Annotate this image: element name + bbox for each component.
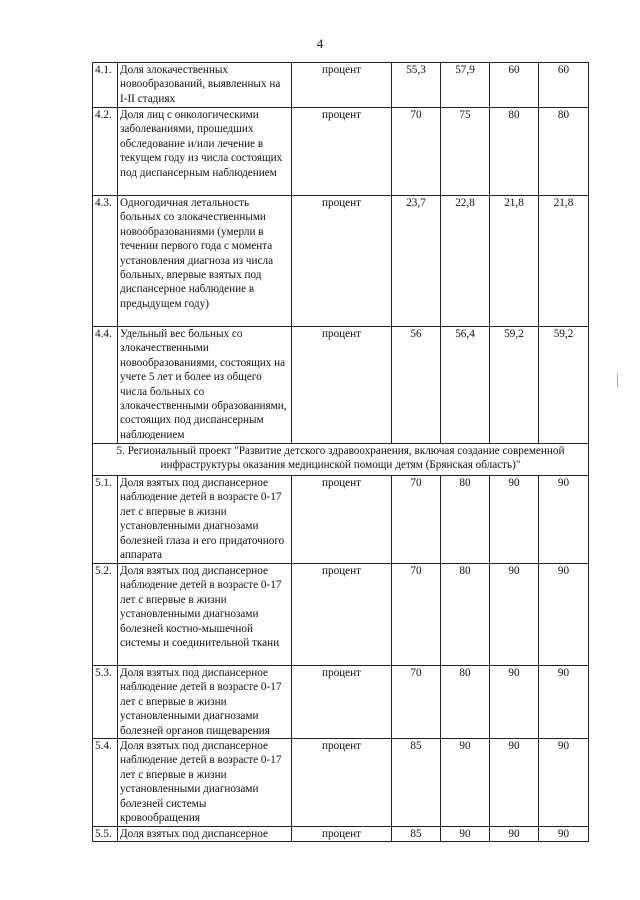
indicator-name: Удельный вес больных со злокачественными новообразованиями, состоящих на учете 5 лет и более из общего числа больных со злокачественными образованиями, состоящих под диспансерным наблюдением <box>118 327 292 444</box>
table-row <box>93 196 589 327</box>
value-year-4: 90 <box>539 827 589 842</box>
table-row <box>93 108 589 196</box>
value-year-2: 75 <box>441 108 490 196</box>
row-number: 5.3. <box>93 666 118 739</box>
row-number: 4.3. <box>93 196 118 327</box>
value-year-3: 90 <box>490 827 539 842</box>
value-year-3: 90 <box>490 666 539 739</box>
value-year-4: 90 <box>539 739 589 827</box>
value-year-4: 90 <box>539 666 589 739</box>
value-year-4: 59,2 <box>539 327 589 444</box>
page-number: 4 <box>316 36 324 51</box>
value-year-1: 70 <box>392 564 441 666</box>
indicator-name: Доля лиц с онкологическими заболеваниями, прошедших обследование и/или лечение в текущем году из числа состоящих под диспансерным наблюдением <box>118 108 292 196</box>
row-number: 4.2. <box>93 108 118 196</box>
section-header-row <box>93 444 589 476</box>
value-year-4: 80 <box>539 108 589 196</box>
value-year-2: 80 <box>441 564 490 666</box>
value-year-2: 56,4 <box>441 327 490 444</box>
indicator-name: Доля взятых под диспансерное наблюдение детей в возрасте 0-17 лет с впервые в жизни установленными диагнозами болезней органов пищеварения <box>118 666 292 739</box>
value-year-2: 22,8 <box>441 196 490 327</box>
table-row <box>93 476 589 564</box>
value-year-1: 70 <box>392 108 441 196</box>
value-year-3: 90 <box>490 739 539 827</box>
value-year-1: 70 <box>392 476 441 564</box>
value-year-1: 85 <box>392 827 441 842</box>
indicators-table <box>92 62 589 842</box>
value-year-3: 59,2 <box>490 327 539 444</box>
scan-artifact <box>617 374 618 388</box>
unit-cell: процент <box>292 196 392 327</box>
row-number: 5.4. <box>93 739 118 827</box>
table-row <box>93 739 589 827</box>
value-year-2: 90 <box>441 739 490 827</box>
value-year-2: 90 <box>441 827 490 842</box>
value-year-2: 57,9 <box>441 63 490 108</box>
value-year-1: 85 <box>392 739 441 827</box>
value-year-4: 21,8 <box>539 196 589 327</box>
unit-cell: процент <box>292 739 392 827</box>
row-number: 5.1. <box>93 476 118 564</box>
row-number: 5.5. <box>93 827 118 842</box>
row-number: 5.2. <box>93 564 118 666</box>
unit-cell: процент <box>292 666 392 739</box>
value-year-3: 80 <box>490 108 539 196</box>
indicator-name: Доля взятых под диспансерное наблюдение детей в возрасте 0-17 лет с впервые в жизни установленными диагнозами болезней системы кровообращения <box>118 739 292 827</box>
unit-cell: процент <box>292 564 392 666</box>
value-year-2: 80 <box>441 476 490 564</box>
table-row <box>93 666 589 739</box>
indicator-name: Доля злокачественных новообразований, выявленных на I-II стадиях <box>118 63 292 108</box>
table-row <box>93 63 589 108</box>
value-year-4: 90 <box>539 476 589 564</box>
indicator-name: Доля взятых под диспансерное наблюдение детей в возрасте 0-17 лет с впервые в жизни установленными диагнозами болезней глаза и его придаточного аппарата <box>118 476 292 564</box>
value-year-3: 90 <box>490 476 539 564</box>
value-year-2: 80 <box>441 666 490 739</box>
indicator-name: Доля взятых под диспансерное наблюдение детей в возрасте 0-17 лет с впервые в жизни установленными диагнозами болезней костно-мышечной системы и соединительной ткани <box>118 564 292 666</box>
row-number: 4.1. <box>93 63 118 108</box>
row-number: 4.4. <box>93 327 118 444</box>
value-year-1: 55,3 <box>392 63 441 108</box>
value-year-4: 90 <box>539 564 589 666</box>
unit-cell: процент <box>292 827 392 842</box>
unit-cell: процент <box>292 63 392 108</box>
value-year-1: 23,7 <box>392 196 441 327</box>
unit-cell: процент <box>292 108 392 196</box>
table-row <box>93 827 589 842</box>
unit-cell: процент <box>292 476 392 564</box>
indicator-name: Одногодичная летальность больных со злокачественными новообразованиями (умерли в течении первого года с момента установления диагноза из числа больных, впервые взятых под диспансерное наблюдение в предыдущем году) <box>118 196 292 327</box>
value-year-3: 60 <box>490 63 539 108</box>
table-row <box>93 564 589 666</box>
value-year-3: 90 <box>490 564 539 666</box>
value-year-3: 21,8 <box>490 196 539 327</box>
indicator-name: Доля взятых под диспансерное <box>118 827 292 842</box>
table-row <box>93 327 589 444</box>
value-year-1: 56 <box>392 327 441 444</box>
unit-cell: процент <box>292 327 392 444</box>
value-year-1: 70 <box>392 666 441 739</box>
section-title: 5. Региональный проект "Развитие детского здравоохранения, включая создание современной инфраструктуры оказания медицинской помощи детям (Брянская область)" <box>93 444 589 476</box>
value-year-4: 60 <box>539 63 589 108</box>
